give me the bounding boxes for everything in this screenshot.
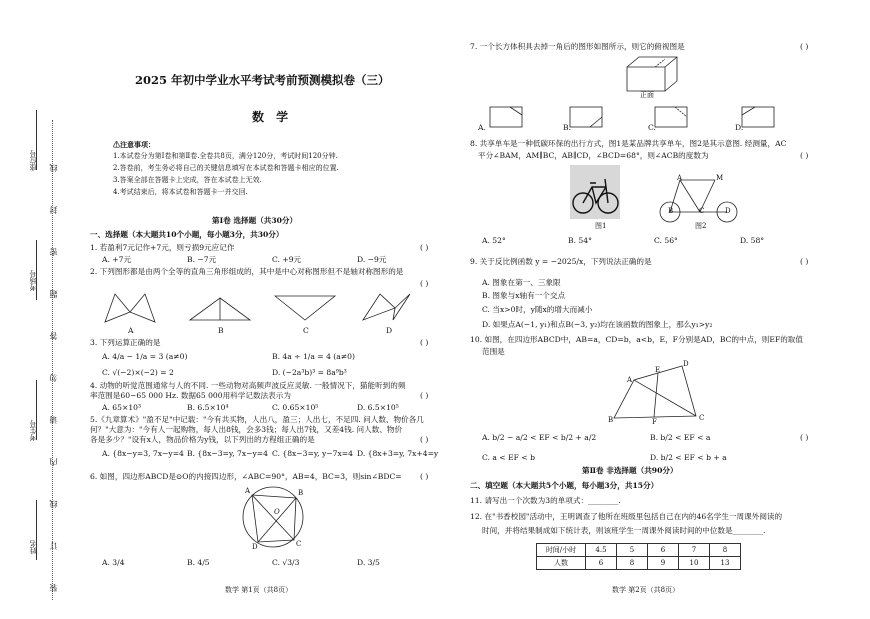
q1-opt-d: D. −9元 xyxy=(357,255,387,264)
q8-paren: ( ) xyxy=(800,151,809,160)
table-cell: 13 xyxy=(710,557,741,570)
q7-front-label: 正面 xyxy=(640,91,654,99)
q5-stem-1: 5.《九章算术》"盈不足"中记载："今有共买物，人出八，盈三；人出七，不足四. 问人数、物价各几 xyxy=(90,415,424,424)
q7-label-a: A. xyxy=(478,123,486,132)
reading-time-table xyxy=(536,543,741,570)
q8-opt-d: D. 58° xyxy=(740,236,765,245)
table-cell: 5 xyxy=(617,544,648,557)
q5-options xyxy=(102,449,442,459)
table-cell: 6 xyxy=(648,544,679,557)
q6-circle-figure xyxy=(240,482,320,552)
q2-fig-c xyxy=(275,296,335,320)
bicycle-photo xyxy=(570,165,620,219)
q9-paren: ( ) xyxy=(800,257,809,266)
part1-title: 第Ⅰ卷 选择题（共30分） xyxy=(212,216,298,225)
q1-paren: ( ) xyxy=(420,243,429,252)
q10-opt-b: B. b/2 < EF < a xyxy=(650,433,711,442)
q6-pt-a: A xyxy=(245,487,251,495)
table-cell: 9 xyxy=(648,557,679,570)
q2-figures xyxy=(95,290,435,326)
table-cell: 人数 xyxy=(537,557,586,570)
note-1: 1.本试卷分为第Ⅰ卷和第Ⅱ卷.全卷共8页，满分120分，考试时间120分钟. xyxy=(113,152,338,160)
q6-options xyxy=(102,558,442,568)
q10-pt-f: F xyxy=(652,418,657,426)
q4-opt-a: A. 65×10³ xyxy=(102,403,142,412)
q4-opt-c: C. 0.65×10⁵ xyxy=(272,403,319,412)
table-row xyxy=(537,544,741,557)
footer-right: 数学 第2页（共8页） xyxy=(612,586,680,594)
q2-label-d: D xyxy=(386,326,393,335)
table-row xyxy=(537,557,741,570)
table-cell: 7 xyxy=(679,544,710,557)
q9-opt-a: A. 图象在第一、三象限 xyxy=(482,278,561,287)
exam-title: 2025 年初中学业水平考试考前预测模拟卷（三） xyxy=(135,73,390,87)
q4-opt-b: B. 6.5×10⁴ xyxy=(187,403,229,412)
note-4: 4.考试结束后，将本试卷和答题卡一并交回. xyxy=(113,188,248,196)
table-cell: 8 xyxy=(617,557,648,570)
section1-heading: 一、选择题（本大题共10个小题，每小题3分，共30分） xyxy=(90,230,284,239)
q6-pt-d: D xyxy=(252,543,258,551)
q2-fig-d xyxy=(363,294,410,320)
q10-pt-c: C xyxy=(699,414,705,422)
q5-opt-a: A. {8x−y=3, 7x−y=4 xyxy=(102,449,184,458)
room-no-label: 考场号 xyxy=(29,270,37,291)
q6-pt-c: C xyxy=(296,540,302,548)
q10-pt-b: B xyxy=(608,416,614,424)
q3-opt-c: C. √(−2)×(−2) = 2 xyxy=(102,368,174,377)
q6-opt-b: B. 4/5 xyxy=(187,558,210,567)
notes xyxy=(113,140,339,197)
cut-marks: 装订线内请勿答题密封线 xyxy=(49,130,58,592)
q12-stem-1: 12. 在"书香校园"活动中，王明调查了他所在班级里包括自己在内的46名学生一周课外阅读的 xyxy=(470,512,783,521)
q2-paren: ( ) xyxy=(420,279,429,288)
q9-opt-c: C. 当x>0时，y随x的增大而减小 xyxy=(482,305,593,314)
footer-left: 数学 第1页（共8页） xyxy=(225,586,293,594)
seat-no-label: 座位号 xyxy=(29,150,37,171)
q9-opt-d: D. 如果点A(−1, y₁)和点B(−3, y₂)均在该函数的图象上，那么y₁>y₂ xyxy=(482,320,713,329)
q2-label-c: C xyxy=(303,326,309,335)
q6-pt-o: O xyxy=(274,508,280,516)
q4-opt-d: D. 6.5×10⁵ xyxy=(357,403,399,412)
q8-pt-b: B xyxy=(668,207,674,215)
warning-icon: ⚠ xyxy=(113,140,120,149)
q7-label-d: D. xyxy=(735,123,744,132)
q4-stem-2: 率范围是60~65 000 Hz. 数据65 000用科学记数法表示为 xyxy=(90,391,291,400)
q1-opt-a: A. +7元 xyxy=(102,255,132,264)
q10-opt-a: A. b/2 − a/2 < EF < b/2 + a/2 xyxy=(482,433,597,442)
section2-heading: 二、填空题（本大题共5个小题，每小题3分，共15分） xyxy=(470,481,659,490)
q8-pt-c: C xyxy=(699,207,705,215)
q1-options xyxy=(102,255,442,265)
q10-stem-2: 范围是 xyxy=(482,347,505,356)
q8-options xyxy=(482,236,822,246)
q2-label-b: B xyxy=(218,326,224,335)
q1-opt-b: B. −7元 xyxy=(187,255,217,264)
table-cell: 4.5 xyxy=(586,544,617,557)
q10-opt-d: D. b/2 < EF < b + a xyxy=(650,453,727,462)
q10-pt-d: D xyxy=(683,360,689,368)
q5-opt-b: B. {8x−3=y, 7x−y=4 xyxy=(187,449,268,458)
q12-stem-2: 时间，并将结果制成如下统计表，则该班学生一周课外阅读时间的中位数是________. xyxy=(482,526,766,535)
q3-opt-b: B. 4a ÷ 1/a = 4 (a≠0) xyxy=(272,352,355,361)
q6-opt-d: D. 3/5 xyxy=(357,558,380,567)
q8-stem-1: 8. 共享单车是一种低碳环保的出行方式，图1是某品牌共享单车，图2是其示意图. 经测量，AC xyxy=(470,139,787,148)
q3-stem: 3. 下列运算正确的是 xyxy=(90,338,161,347)
q5-stem-2: 何？"大意为："今有人一起购物，每人出8钱，会多3钱；每人出7钱，又差4钱. 问人数、物价 xyxy=(90,425,403,434)
q8-pt-m: M xyxy=(716,174,724,182)
fill-line xyxy=(36,380,37,440)
q6-pt-b: B xyxy=(298,489,304,497)
q11-stem: 11. 请写出一个次数为3的单项式：________. xyxy=(470,496,621,505)
fig1-caption: 图1 xyxy=(595,222,607,230)
q10-opt-c: C. a < EF < b xyxy=(482,453,535,462)
subject-title: 数 学 xyxy=(252,110,293,124)
q2-fig-b xyxy=(190,298,250,320)
table-cell: 时间/小时 xyxy=(537,544,586,557)
q8-opt-a: A. 52° xyxy=(482,236,506,245)
q7-label-c: C. xyxy=(648,123,656,132)
q4-paren: ( ) xyxy=(420,391,429,400)
bicycle-icon xyxy=(570,165,620,219)
q2-label-a: A xyxy=(128,326,134,335)
note-3: 3.答案全部在答题卡上完成，答在本试卷上无效. xyxy=(113,176,262,184)
q8-opt-b: B. 54° xyxy=(568,236,592,245)
q2-stem: 2. 下列图形都是由两个全等的直角三角形组成的，其中是中心对称图形但不是轴对称图形的是 xyxy=(90,267,404,276)
q8-opt-c: C. 56° xyxy=(654,236,678,245)
part2-title: 第Ⅱ卷 非选择题（共90分） xyxy=(582,466,678,475)
q6-paren: ( ) xyxy=(420,472,429,481)
name-label: 姓名 xyxy=(29,540,37,554)
q6-stem: 6. 如图，四边形ABCD是⊙O的内接四边形，∠ABC=90°，AB=4，BC=3，则sin∠BDC= xyxy=(90,472,402,481)
q2-fig-a xyxy=(105,294,155,322)
q10-stem-1: 10. 如图，在四边形ABCD中，AB=a，CD=b，a<b，E，F分别是AD，BC的中点，则EF的取值 xyxy=(470,335,803,344)
q10-paren: ( ) xyxy=(800,433,809,442)
q8-stem-2: 平分∠BAM，AM∥BC，AB∥CD，∠BCD=68°，则∠ACB的度数为 xyxy=(478,151,709,160)
q9-opt-b: B. 图象与x轴有一个交点 xyxy=(482,291,566,300)
q10-pt-a: A xyxy=(627,376,633,384)
q5-opt-d: D. {8x+3=y, 7x+4=y xyxy=(357,449,439,458)
q7-label-b: B. xyxy=(563,123,571,132)
q4-stem-1: 4. 动物的听觉范围通常与人的不同. 一些动物对高频声波反应灵敏. 一般情况下，猫能听到的频 xyxy=(90,381,406,390)
q1-stem: 1. 若盈利7元记作+7元，则亏损9元应记作 xyxy=(90,243,235,252)
fill-line xyxy=(36,500,37,560)
table-cell: 8 xyxy=(710,544,741,557)
q8-pt-a: A xyxy=(677,174,683,182)
q10-pt-e: E xyxy=(655,366,661,374)
notes-heading: ⚠注意事项： xyxy=(113,140,155,149)
fill-line xyxy=(36,240,37,300)
q7-paren: ( ) xyxy=(800,42,809,51)
q3-opt-a: A. 4/a − 1/a = 3 (a≠0) xyxy=(102,352,188,361)
q1-opt-c: C. +9元 xyxy=(272,255,302,264)
note-2: 2.答卷前，考生务必将自己的关键信息填写在本试卷和答题卡相应的位置. xyxy=(113,164,339,172)
q6-opt-c: C. √3/3 xyxy=(272,558,300,567)
fig2-caption: 图2 xyxy=(695,222,707,230)
table-cell: 6 xyxy=(586,557,617,570)
q10-quad-figure xyxy=(612,362,712,422)
q5-paren: ( ) xyxy=(420,435,429,444)
table-cell: 10 xyxy=(679,557,710,570)
q4-options xyxy=(102,403,442,413)
fill-line xyxy=(36,110,37,170)
q9-stem: 9. 关于反比例函数 y = −2025/x，下列说法正确的是 xyxy=(470,257,652,266)
q7-box-figure xyxy=(625,55,685,95)
q5-opt-c: C. {8x−3=y, y−7x=4 xyxy=(272,449,353,458)
q6-opt-a: A. 3/4 xyxy=(102,558,125,567)
q3-paren: ( ) xyxy=(420,338,429,347)
q5-stem-3: 各是多少？"设有x人，物品价格为y钱，以下列出的方程组正确的是 xyxy=(90,435,315,444)
q8-pt-d: D xyxy=(725,207,731,215)
q7-stem: 7. 一个长方体积具去掉一角后的图形如图所示，则它的俯视图是 xyxy=(470,42,685,51)
q3-opt-d: D. (−2a³b)³ = 8a⁹b³ xyxy=(272,368,347,377)
exam-no-label: 考生号 xyxy=(29,420,37,441)
